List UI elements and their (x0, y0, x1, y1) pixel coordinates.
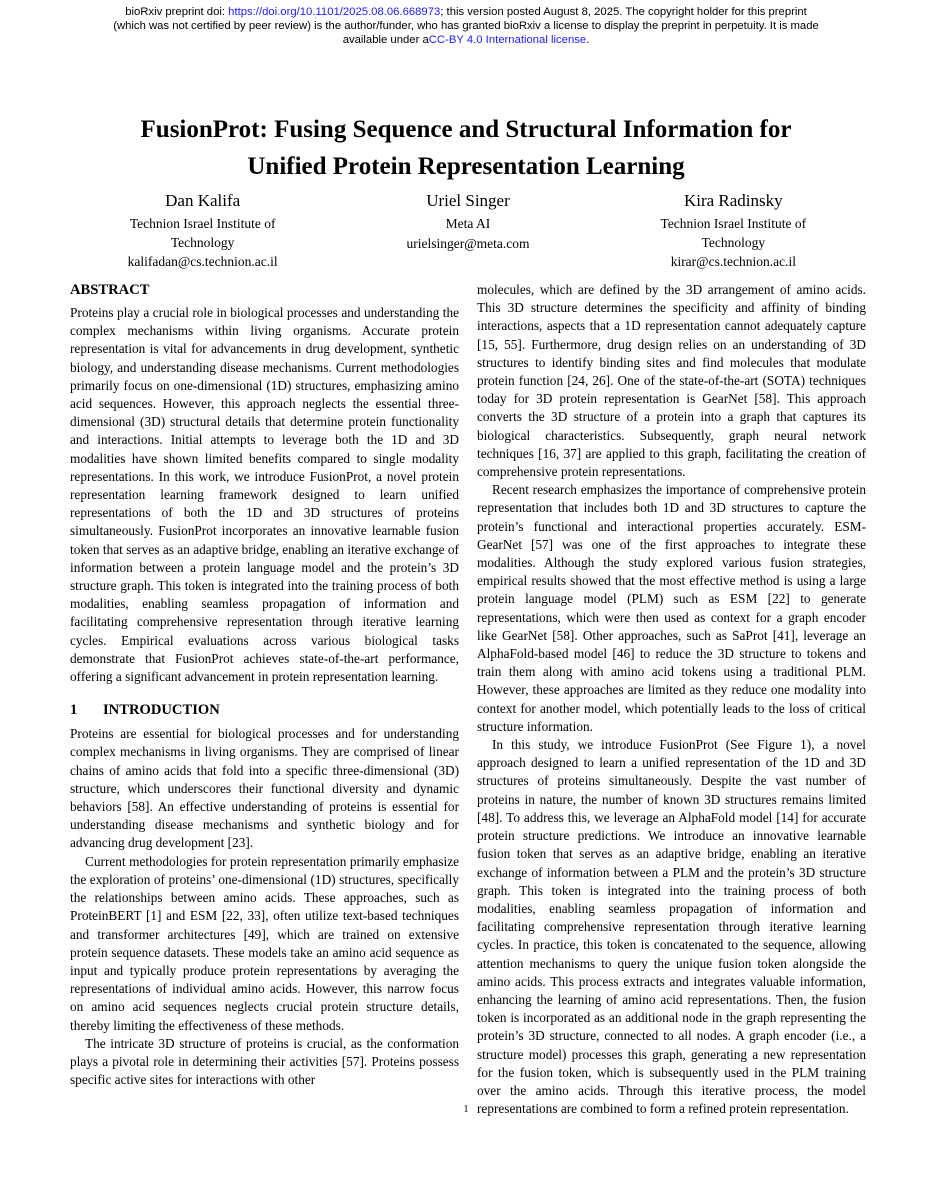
author-email: urielsinger@meta.com (406, 235, 530, 251)
author-email: kirar@cs.technion.ac.il (670, 254, 796, 269)
intro-paragraph: The intricate 3D structure of proteins is crucial, as the conformation plays a pivotal role in determining their activities [57]. Proteins possess specific active sites for interactions with other (70, 1035, 459, 1088)
banner-line-1 (0, 5, 932, 19)
paper-title-line-2: Unified Protein Representation Learning (247, 153, 685, 180)
section-title: INTRODUCTION (103, 702, 220, 719)
author-block-dan-kalifa (70, 190, 335, 272)
banner-line3-pre: available under a (342, 34, 429, 46)
biorxiv-banner (0, 5, 932, 47)
left-column (70, 281, 459, 1118)
paper-title-line-1: FusionProt: Fusing Sequence and Structural Information for (140, 116, 792, 143)
banner-line3-post: . (586, 34, 590, 46)
author-name: Dan Kalifa (165, 191, 241, 210)
intro-paragraph: molecules, which are defined by the 3D arrangement of amino acids. This 3D structure determines the specificity and affinity of binding interactions, aspects that a 1D representation cannot adequately capture [15, 55]. Furthermore, drug design relies on an understanding of 3D structures to identify binding sites and find molecules that modulate protein function [24, 26]. One of the state-of-the-art (SOTA) techniques today for 3D protein representation is GearNet [58]. This approach converts the 3D structure of a protein into a graph that captures its biological characteristics. Subsequently, graph neural network techniques [16, 37] are applied to this graph, facilitating the creation of comprehensive protein representations. (477, 282, 866, 480)
banner-line1-pre: bioRxiv preprint doi: (125, 6, 229, 18)
intro-paragraph: Current methodologies for protein representation primarily emphasize the exploration of proteins’ one-dimensional (1D) structures, specifically the relationships between amino acids. These approaches, such as ProteinBERT [1] and ESM [22, 33], often utilize text-based techniques and transformer architectures [49], which are trained on extensive protein sequence datasets. These models take an amino acid sequence as input and typically produce protein representations by averaging the representations of individual amino acids. However, this narrow focus on amino acid sequences neglects crucial protein structure details, thereby limiting the effectiveness of these methods. (70, 853, 459, 1033)
author-affiliation: Meta AI (445, 216, 491, 231)
author-email: kalifadan@cs.technion.ac.il (127, 254, 278, 269)
page-number: 1 (463, 1104, 469, 1115)
paper-body (70, 281, 866, 1118)
doi-link[interactable]: https://doi.org/10.1101/2025.08.06.668973 (228, 6, 441, 18)
abstract-heading: ABSTRACT (70, 282, 150, 298)
section-number: 1 (70, 702, 78, 719)
intro-paragraph: Proteins are essential for biological processes and for understanding complex mechanisms in living organisms. They are comprised of linear chains of amino acids that fold into a specific three-dimensional (3D) structure, which underscores their functional diversity and dynamic behaviors [58]. An effective understanding of proteins is essential for understanding disease mechanisms and synthetic biology and for advancing drug development [23]. (70, 726, 459, 851)
author-block-kira-radinsky (601, 190, 866, 272)
banner-line-3 (0, 33, 932, 47)
banner-line-2: (which was not certified by peer review) is the author/funder, who has granted bioRxiv a license to display the preprint in perpetuity. It is made (113, 20, 819, 32)
license-link[interactable]: CC-BY 4.0 International license (428, 34, 587, 46)
author-affiliation: Technion Israel Institute of Technology (660, 216, 807, 250)
author-list (70, 190, 866, 272)
author-name: Kira Radinsky (683, 191, 783, 210)
intro-paragraph: In this study, we introduce FusionProt (See Figure 1), a novel approach designed to learn a unified representation of the 1D and 3D structures of proteins simultaneously. Despite the vast number of proteins in nature, the number of known 3D structures remains limited [48]. To address this, we leverage an AlphaFold model [14] for accurate protein structure predictions. We introduce an innovative learnable fusion token that serves as an adaptive bridge, enabling an iterative exchange of information between a PLM and the protein’s 3D structure graph. This token is integrated into the training process of both modalities, enabling seamless propagation of information and facilitating comprehensive representation through iterative learning cycles. In practice, this token is concatenated to the sequence, allowing attention mechanisms to query the unique fusion token alongside the amino acids. This process extracts and integrates valuable information, enhancing the learning of amino acid representations. Then, the fusion token is incorporated as an additional node in the graph representing the protein’s 3D structure, connected to all nodes. A graph encoder (i.e., a structure model) processes this graph, generating a new representation for the fusion token, which is subsequently used in the PLM training over the amino acids. Through this iterative process, the model representations are combined to form a refined protein representation. (477, 737, 866, 1117)
right-column (477, 281, 866, 1118)
author-affiliation: Technion Israel Institute of Technology (129, 216, 276, 250)
introduction-heading (70, 701, 459, 719)
banner-line1-post: ; this version posted August 8, 2025. The copyright holder for this preprint (440, 6, 807, 18)
author-name: Uriel Singer (426, 191, 510, 210)
paper-title (0, 111, 932, 185)
author-block-uriel-singer (335, 190, 600, 272)
abstract-text: Proteins play a crucial role in biological processes and understanding the complex mechanisms within living organisms. Accurate protein representation is vital for advancements in drug development, synthetic biology, and understanding disease mechanisms. Current methodologies primarily focus on one-dimensional (1D) structures, emphasizing amino acid sequences. However, this approach neglects the essential three-dimensional (3D) structural details that determine protein functionality and interactions. Initial attempts to leverage both the 1D and 3D modalities have shown limited benefits compared to single modality representations. In this work, we introduce FusionProt, a novel protein representation learning framework designed to learn unified representations of both the 1D and 3D structures of proteins simultaneously. FusionProt incorporates an innovative learnable fusion token that serves as an adaptive bridge, enabling an iterative exchange of information between a protein language model and the protein’s 3D structure graph. This token is integrated into the training process of both modalities, enabling seamless propagation of information and facilitating comprehensive representation through iterative learning cycles. Empirical evaluations across various biological tasks demonstrate that FusionProt achieves state-of-the-art performance, offering a significant advancement in protein representation learning. (70, 305, 459, 685)
intro-paragraph: Recent research emphasizes the importance of comprehensive protein representation that includes both 1D and 3D structures to capture the protein’s functional and interactional properties accurately. ESM-GearNet [57] was one of the first approaches to integrate these modalities. Although the study explored various fusion strategies, empirical results showed that the most effective method is using a large protein language model (PLM) such as ESM [22] to generate representations, which were then used as context for a graph encoder like GearNet [58]. Other approaches, such as SaProt [41], leverage an AlphaFold-based model [46] to reduce the 3D structure to tokens and train them along with amino acid tokens using a traditional PLM. However, these approaches are limited as they reduce one modality into context for another model, which potentially leads to the loss of critical structure information. (477, 482, 866, 734)
